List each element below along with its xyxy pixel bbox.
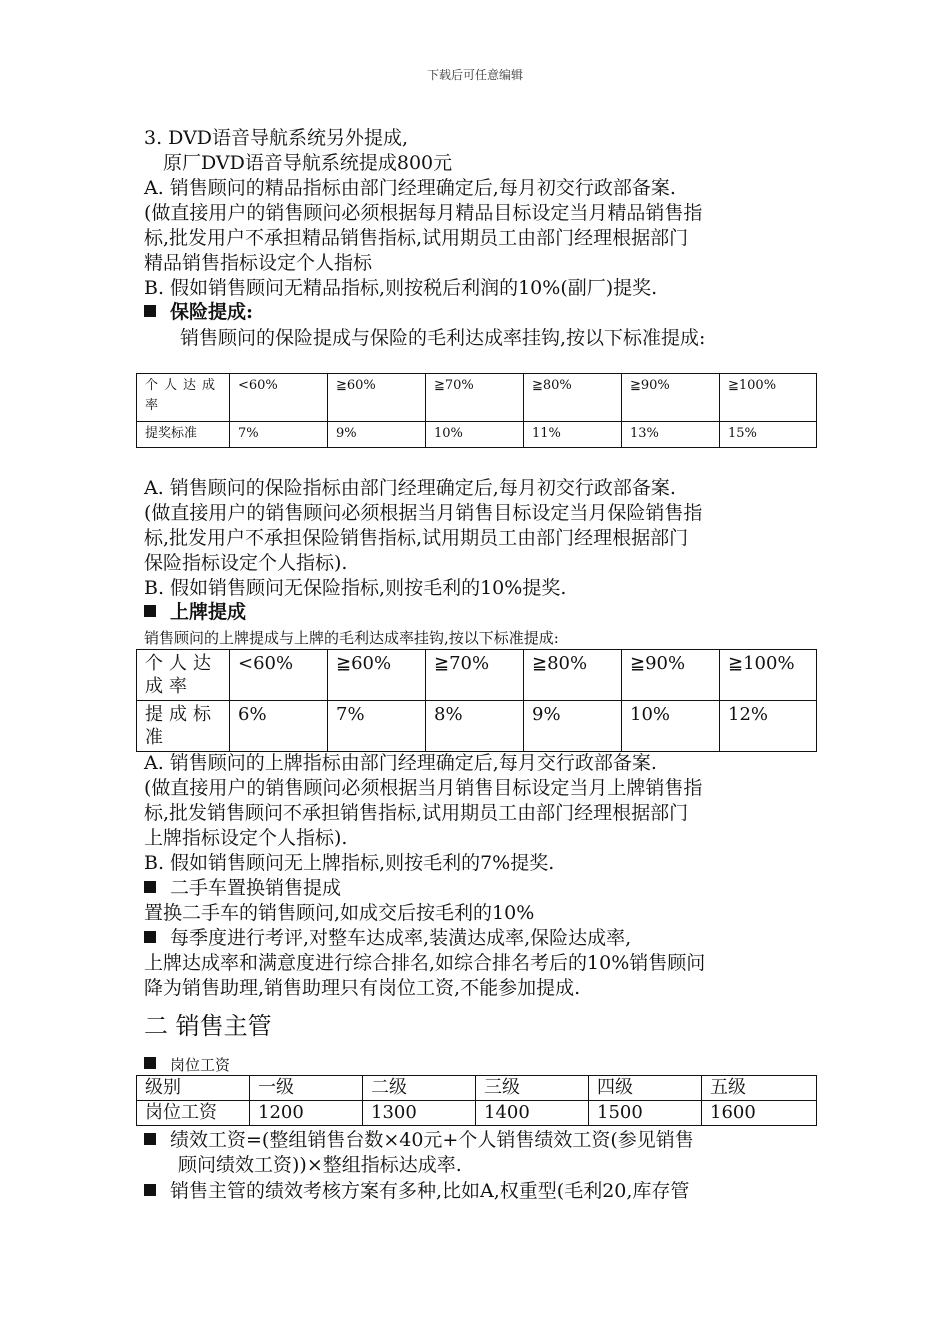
table-cell: 三级	[476, 1076, 589, 1101]
table-cell: 五级	[702, 1076, 817, 1101]
plate-table	[136, 649, 817, 752]
table-cell: 1500	[589, 1101, 702, 1126]
performance-wage-row	[144, 1128, 694, 1152]
table-cell: 级别	[137, 1076, 250, 1101]
plate-heading-row	[144, 600, 246, 624]
dvd-paragraph-3: 精品销售指标设定个人指标	[144, 252, 373, 274]
table-cell: ≧80%	[524, 650, 622, 701]
supervisor-wage-table	[136, 1075, 817, 1126]
quarterly-line-3: 降为销售助理,销售助理只有岗位工资,不能参加提成.	[144, 977, 581, 999]
table-cell: ≧60%	[328, 650, 426, 701]
table-row	[137, 422, 817, 448]
insurance-table	[136, 373, 817, 448]
table-cell: <60%	[230, 650, 328, 701]
table-row	[137, 650, 817, 701]
dvd-rule-a: A. 销售顾问的精品指标由部门经理确定后,每月初交行政部备案.	[144, 177, 676, 199]
table-cell: 10%	[426, 422, 524, 448]
table-cell: 个人达成率	[137, 374, 230, 422]
table-cell: 6%	[230, 701, 328, 752]
insurance-paragraph-3: 保险指标设定个人指标).	[144, 552, 348, 574]
table-cell: 四级	[589, 1076, 702, 1101]
table-row	[137, 1101, 817, 1126]
plate-paragraph-3: 上牌指标设定个人指标).	[144, 827, 348, 849]
table-cell: 9%	[328, 422, 426, 448]
plate-paragraph-2: 标,批发销售顾问不承担销售指标,试用期员工由部门经理根据部门	[144, 802, 689, 824]
quarterly-line-1-row	[144, 926, 631, 950]
square-bullet-icon	[144, 881, 156, 893]
used-car-text: 置换二手车的销售顾问,如成交后按毛利的10%	[144, 902, 535, 924]
scheme-row	[144, 1179, 689, 1203]
table-cell: ≧100%	[720, 374, 817, 422]
dvd-paragraph-2: 标,批发用户不承担精品销售指标,试用期员工由部门经理根据部门	[144, 227, 689, 249]
performance-wage-line-2: 顾问绩效工资))×整组指标达成率.	[178, 1154, 462, 1176]
square-bullet-icon	[144, 1057, 156, 1069]
used-car-heading: 二手车置换销售提成	[170, 877, 342, 899]
table-cell: 12%	[720, 701, 817, 752]
insurance-heading-row	[144, 300, 253, 324]
insurance-rule-b: B. 假如销售顾问无保险指标,则按毛利的10%提奖.	[144, 577, 567, 599]
table-cell: <60%	[230, 374, 328, 422]
plate-rule-b: B. 假如销售顾问无上牌指标,则按毛利的7%提奖.	[144, 852, 555, 874]
plate-heading: 上牌提成	[170, 601, 247, 623]
table-cell: 13%	[622, 422, 720, 448]
wage-label: 岗位工资	[170, 1056, 231, 1074]
table-cell: 提成标准	[137, 701, 230, 752]
supervisor-title: 二 销售主管	[144, 1012, 272, 1040]
insurance-rule-a: A. 销售顾问的保险指标由部门经理确定后,每月初交行政部备案.	[144, 477, 676, 499]
performance-wage-line-1: 绩效工资=(整组销售台数×40元+个人销售绩效工资(参见销售	[170, 1129, 694, 1151]
table-cell: 提奖标准	[137, 422, 230, 448]
table-cell: 8%	[426, 701, 524, 752]
table-row	[137, 374, 817, 422]
quarterly-line-2: 上牌达成率和满意度进行综合排名,如综合排名考后的10%销售顾问	[144, 952, 706, 974]
table-cell: 15%	[720, 422, 817, 448]
dvd-line-1: 3. DVD语音导航系统另外提成,	[144, 127, 409, 149]
insurance-intro: 销售顾问的保险提成与保险的毛利达成率挂钩,按以下标准提成:	[180, 327, 706, 349]
square-bullet-icon	[144, 931, 156, 943]
dvd-paragraph-1: (做直接用户的销售顾问必须根据每月精品目标设定当月精品销售指	[144, 202, 703, 224]
table-row	[137, 701, 817, 752]
insurance-paragraph-1: (做直接用户的销售顾问必须根据当月销售目标设定当月保险销售指	[144, 502, 703, 524]
table-cell: ≧80%	[524, 374, 622, 422]
page-header: 下载后可任意编辑	[426, 68, 523, 82]
square-bullet-icon	[144, 305, 156, 317]
used-car-heading-row	[144, 876, 341, 900]
square-bullet-icon	[144, 1133, 156, 1145]
table-cell: ≧70%	[426, 650, 524, 701]
plate-intro: 销售顾问的上牌提成与上牌的毛利达成率挂钩,按以下标准提成:	[144, 629, 559, 647]
table-cell: ≧100%	[720, 650, 817, 701]
table-cell: 1400	[476, 1101, 589, 1126]
table-cell: 岗位工资	[137, 1101, 250, 1126]
table-cell: 1200	[250, 1101, 363, 1126]
square-bullet-icon	[144, 1184, 156, 1196]
dvd-line-2: 原厂DVD语音导航系统提成800元	[163, 152, 453, 174]
table-cell: ≧90%	[622, 650, 720, 701]
table-cell: ≧90%	[622, 374, 720, 422]
table-cell: 10%	[622, 701, 720, 752]
wage-label-row	[144, 1053, 230, 1077]
table-cell: 7%	[230, 422, 328, 448]
table-cell: 1600	[702, 1101, 817, 1126]
table-cell: 9%	[524, 701, 622, 752]
table-cell: ≧70%	[426, 374, 524, 422]
table-cell: 1300	[363, 1101, 476, 1126]
dvd-rule-b: B. 假如销售顾问无精品指标,则按税后利润的10%(副厂)提奖.	[144, 277, 658, 299]
scheme-text: 销售主管的绩效考核方案有多种,比如A,权重型(毛利20,库存管	[170, 1180, 690, 1202]
square-bullet-icon	[144, 605, 156, 617]
plate-paragraph-1: (做直接用户的销售顾问必须根据当月销售目标设定当月上牌销售指	[144, 777, 703, 799]
insurance-paragraph-2: 标,批发用户不承担保险销售指标,试用期员工由部门经理根据部门	[144, 527, 689, 549]
insurance-heading: 保险提成:	[170, 301, 254, 323]
table-cell: 个人达成率	[137, 650, 230, 701]
table-cell: 一级	[250, 1076, 363, 1101]
table-cell: 二级	[363, 1076, 476, 1101]
quarterly-line-1: 每季度进行考评,对整车达成率,装潢达成率,保险达成率,	[170, 927, 632, 949]
table-cell: 11%	[524, 422, 622, 448]
table-cell: ≧60%	[328, 374, 426, 422]
table-cell: 7%	[328, 701, 426, 752]
plate-rule-a: A. 销售顾问的上牌指标由部门经理确定后,每月交行政部备案.	[144, 752, 657, 774]
table-row	[137, 1076, 817, 1101]
